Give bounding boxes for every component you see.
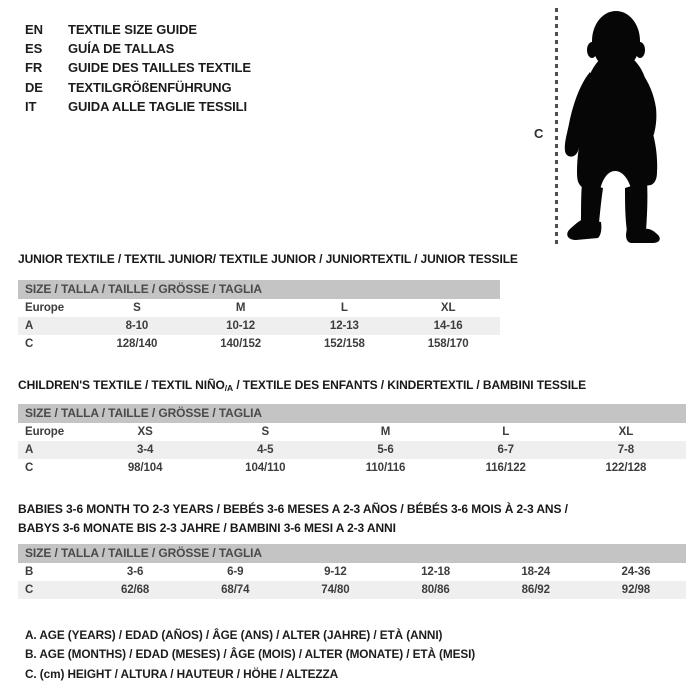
size-cell: 7-8 xyxy=(617,444,635,456)
row-label: Europe xyxy=(25,426,65,438)
row-label: A xyxy=(25,444,34,456)
size-cell: 10-12 xyxy=(226,320,256,332)
size-cell: L xyxy=(340,302,348,314)
language-title: TEXTILE SIZE GUIDE xyxy=(68,22,197,37)
children-table-title xyxy=(18,376,586,398)
size-cell: L xyxy=(502,426,510,438)
row-label: C xyxy=(25,462,34,474)
measurement-legend xyxy=(25,626,475,684)
size-cell: 8-10 xyxy=(125,320,149,332)
table-row xyxy=(18,299,500,317)
size-cell: 12-18 xyxy=(421,566,451,578)
size-cell: XL xyxy=(440,302,456,314)
language-code: FR xyxy=(25,60,43,76)
size-cell: 122/128 xyxy=(605,462,647,474)
size-table-babies xyxy=(18,544,686,599)
size-cell: S xyxy=(261,426,270,438)
size-cell: 3-4 xyxy=(136,444,154,456)
size-cell: M xyxy=(380,426,391,438)
language-title: GUIDE DES TAILLES TEXTILE xyxy=(68,60,251,76)
size-cell: 9-12 xyxy=(324,566,347,578)
size-cell: 74/80 xyxy=(321,584,350,596)
size-cell: 128/140 xyxy=(116,338,158,350)
row-label: B xyxy=(25,566,34,578)
size-cell: S xyxy=(133,302,141,314)
language-title: GUÍA DE TALLAS xyxy=(68,41,175,57)
size-table-children xyxy=(18,404,686,477)
size-cell: 104/110 xyxy=(245,462,286,474)
language-code: IT xyxy=(25,98,37,114)
size-cell: 152/158 xyxy=(323,338,365,350)
size-cell: 62/68 xyxy=(120,584,150,596)
size-table-header-bar: SIZE / TALLA / TAILLE / GRÖSSE / TAGLIA xyxy=(18,544,686,563)
size-cell: 5-6 xyxy=(377,444,394,456)
size-cell: 80/86 xyxy=(421,584,450,596)
size-cell: 6-9 xyxy=(227,566,244,578)
size-cell: XS xyxy=(137,426,153,438)
size-table-header-bar: SIZE / TALLA / TAILLE / GRÖSSE / TAGLIA xyxy=(18,404,686,423)
row-label: C xyxy=(25,584,34,596)
table-row xyxy=(18,317,500,335)
table-row xyxy=(18,335,500,353)
toddler-silhouette-icon xyxy=(555,0,700,250)
language-code: DE xyxy=(25,79,43,95)
row-label: Europe xyxy=(25,302,65,314)
row-label: C xyxy=(25,338,34,350)
junior-table-title xyxy=(18,250,518,269)
height-measure-label: C xyxy=(534,126,544,141)
size-cell: 116/122 xyxy=(485,462,526,474)
size-table-junior xyxy=(18,280,500,353)
size-cell: 24-36 xyxy=(621,566,651,578)
size-cell: 68/74 xyxy=(221,584,250,596)
table-row xyxy=(18,441,686,459)
babies-table-title xyxy=(18,500,568,537)
size-cell: 14-16 xyxy=(433,320,463,332)
size-cell: 6-7 xyxy=(497,444,514,456)
language-title: GUIDA ALLE TAGLIE TESSILI xyxy=(68,98,248,114)
table-row xyxy=(18,459,686,477)
size-cell: 158/170 xyxy=(427,338,469,350)
table-row xyxy=(18,563,686,581)
size-cell: 110/116 xyxy=(365,462,406,474)
language-title-list xyxy=(25,20,251,116)
legend-line-a: A. AGE (YEARS) / EDAD (AÑOS) / ÂGE (ANS) / ALTER (JAHRE) / ETÀ (ANNI) xyxy=(25,628,443,642)
table-title-line: JUNIOR TEXTILE / TEXTIL JUNIOR/ TEXTILE JUNIOR / JUNIORTEXTIL / JUNIOR TESSILE xyxy=(18,252,518,266)
size-cell: 4-5 xyxy=(257,444,274,456)
size-cell: 12-13 xyxy=(329,320,359,332)
language-code: EN xyxy=(25,22,43,37)
size-cell: XL xyxy=(618,426,634,438)
legend-line-b: B. AGE (MONTHS) / EDAD (MESES) / ÂGE (MOIS) / ALTER (MONATE) / ETÀ (MESI) xyxy=(25,647,476,662)
table-row xyxy=(18,423,686,441)
language-title: TEXTILGRÖßENFÜHRUNG xyxy=(68,79,232,95)
legend-line-c: C. (cm) HEIGHT / ALTURA / HAUTEUR / HÖHE / ALTEZZA xyxy=(25,666,339,681)
row-label: A xyxy=(25,320,34,332)
size-cell: 86/92 xyxy=(521,584,550,596)
size-cell: 18-24 xyxy=(521,566,551,578)
table-row xyxy=(18,581,686,599)
size-table-header-bar: SIZE / TALLA / TAILLE / GRÖSSE / TAGLIA xyxy=(18,280,500,299)
language-code: ES xyxy=(25,41,43,57)
table-title-line: CHILDREN'S TEXTILE / TEXTIL $NIÑO_{/A}$ / TEXTILE DES ENFANTS / KINDERTEXTIL / BAMBINI TESSILE xyxy=(18,378,587,393)
size-cell: 92/98 xyxy=(621,584,651,596)
size-cell: 3-6 xyxy=(126,566,144,578)
table-title-line: BABIES 3-6 MONTH TO 2-3 YEARS / BEBÉS 3-6 MESES A 2-3 AÑOS / BÉBÉS 3-6 MOIS À 2-3 ANS / xyxy=(18,502,568,516)
table-title-line: BABYS 3-6 MONATE BIS 2-3 JAHRE / BAMBINI 3-6 MESI A 2-3 ANNI xyxy=(18,520,396,535)
size-cell: 98/104 xyxy=(127,462,163,474)
size-cell: 140/152 xyxy=(220,338,262,350)
size-cell: M xyxy=(235,302,246,314)
